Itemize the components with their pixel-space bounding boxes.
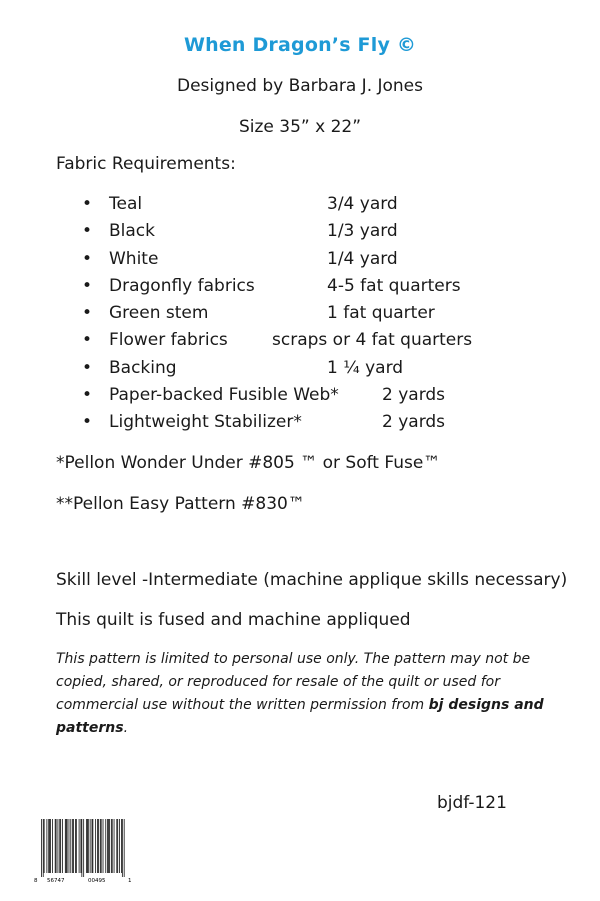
- fabric-name: Green stem: [109, 303, 209, 324]
- barcode-bar: [48, 819, 49, 873]
- bullet-icon: •: [82, 357, 93, 378]
- bullet-icon: •: [82, 275, 93, 296]
- barcode-bar: [47, 819, 48, 873]
- designer-credit: Designed by Barbara J. Jones: [176, 76, 424, 96]
- product-code: bjdf-121: [437, 793, 507, 813]
- barcode-bar: [67, 819, 68, 873]
- fabric-name: Backing: [109, 357, 177, 378]
- barcode-bar: [90, 819, 91, 873]
- bullet-icon: •: [82, 385, 93, 406]
- barcode-bar: [56, 819, 57, 873]
- quilt-size: Size 35” x 22”: [238, 117, 362, 137]
- barcode-icon: [33, 818, 133, 884]
- barcode-bar: [88, 819, 89, 873]
- barcode-bar: [81, 819, 82, 877]
- fabric-amount: 4-5 fat quarters: [327, 275, 461, 296]
- barcode-bar: [87, 819, 88, 873]
- list-item: [82, 191, 542, 218]
- barcode-bar: [97, 819, 98, 873]
- fabric-name: Flower fabrics: [109, 330, 228, 351]
- barcode-bar: [72, 819, 73, 873]
- bullet-icon: •: [82, 412, 93, 433]
- barcode-bar: [62, 819, 63, 873]
- barcode-bar: [108, 819, 109, 873]
- barcode-bar: [112, 819, 113, 873]
- bullet-icon: •: [82, 303, 93, 324]
- barcode-bar: [60, 819, 61, 873]
- barcode-bar: [119, 819, 120, 873]
- bullet-icon: •: [82, 221, 93, 242]
- list-item: [82, 273, 542, 300]
- barcode-bar: [114, 819, 115, 873]
- barcode-bar: [93, 819, 94, 873]
- barcode-bar: [109, 819, 110, 873]
- fabric-amount: 1 fat quarter: [327, 303, 435, 324]
- barcode-bar: [79, 819, 80, 873]
- barcode-bar: [101, 819, 102, 873]
- barcode-bar: [49, 819, 50, 873]
- barcode-bar: [116, 819, 117, 873]
- barcode-bar: [92, 819, 93, 873]
- barcode-bar: [73, 819, 74, 873]
- barcode-bar: [59, 819, 60, 873]
- fabric-amount: 2 yards: [382, 412, 446, 433]
- brand-name: bj designs and patterns: [56, 697, 544, 736]
- fabric-amount: 3/4 yard: [327, 194, 398, 214]
- barcode-bar: [103, 819, 104, 873]
- list-item: [82, 246, 542, 273]
- fabric-list: [82, 191, 542, 437]
- barcode-bar: [86, 819, 87, 873]
- barcode-bar: [41, 819, 42, 877]
- barcode-bar: [69, 819, 70, 873]
- fabric-name: Paper-backed Fusible Web*: [109, 385, 339, 406]
- barcode-bar: [75, 819, 76, 873]
- fabric-name: White: [109, 248, 159, 269]
- fabric-name: Lightweight Stabilizer*: [109, 412, 302, 433]
- pattern-title: When Dragon’s Fly ©: [183, 34, 417, 56]
- stabilizer-note: **Pellon Easy Pattern #830™: [56, 494, 305, 514]
- barcode-bar: [83, 819, 84, 877]
- barcode-bar: [100, 819, 101, 873]
- barcode-bar: [95, 819, 96, 873]
- barcode-bars: [41, 819, 125, 877]
- barcode-digits-right: 00495: [88, 878, 106, 884]
- method-note: This quilt is fused and machine appliqued: [56, 610, 411, 630]
- fabric-amount: 2 yards: [382, 385, 446, 406]
- barcode-digits-left: 56747: [47, 878, 65, 884]
- barcode-bar: [105, 819, 106, 873]
- list-item: [82, 218, 542, 245]
- fabric-amount: 1/3 yard: [327, 221, 398, 242]
- barcode-bar: [122, 819, 123, 877]
- fusible-web-note: *Pellon Wonder Under #805 ™ or Soft Fuse™: [56, 453, 441, 473]
- fabric-name: Black: [109, 221, 155, 242]
- barcode-bar: [70, 819, 71, 873]
- list-item: [82, 355, 542, 382]
- disclaimer-text: This pattern is limited to personal use only. The pattern may not be copied, shared, or reproduced for resale of the quilt or used for commercial use without the written permission from: [56, 651, 531, 713]
- usage-disclaimer: [56, 648, 556, 740]
- barcode-bar: [117, 819, 118, 873]
- barcode-bar: [121, 819, 122, 873]
- barcode-bar: [50, 819, 51, 873]
- bullet-icon: •: [82, 330, 93, 351]
- barcode-bar: [107, 819, 108, 873]
- barcode-bar: [98, 819, 99, 873]
- barcode-bar: [124, 819, 125, 877]
- bullet-icon: •: [82, 248, 93, 269]
- barcode-bar: [58, 819, 59, 873]
- barcode-bar: [65, 819, 66, 873]
- list-item: [82, 382, 542, 409]
- fabric-requirements-heading: Fabric Requirements:: [56, 154, 236, 174]
- barcode-digit-first: 8: [34, 878, 38, 884]
- skill-level: Skill level -Intermediate (machine applique skills necessary): [56, 570, 568, 590]
- barcode-digit-last: 1: [128, 878, 132, 884]
- barcode-bar: [111, 819, 112, 873]
- barcode-bar: [43, 819, 44, 877]
- barcode-bar: [66, 819, 67, 873]
- barcode-bar: [44, 819, 45, 873]
- fabric-name: Dragonfly fabrics: [109, 275, 255, 296]
- fabric-name: Teal: [109, 194, 143, 214]
- list-item: [82, 409, 542, 436]
- list-item: [82, 327, 542, 354]
- fabric-amount: 1 ¼ yard: [327, 357, 404, 378]
- fabric-amount: scraps or 4 fat quarters: [272, 330, 473, 351]
- barcode-bar: [76, 819, 77, 873]
- list-item: [82, 300, 542, 327]
- barcode-bar: [81, 819, 82, 873]
- bullet-icon: •: [82, 194, 93, 214]
- barcode-bar: [55, 819, 56, 873]
- barcode-bar: [52, 819, 53, 873]
- disclaimer-end: .: [123, 720, 129, 736]
- fabric-amount: 1/4 yard: [327, 248, 398, 269]
